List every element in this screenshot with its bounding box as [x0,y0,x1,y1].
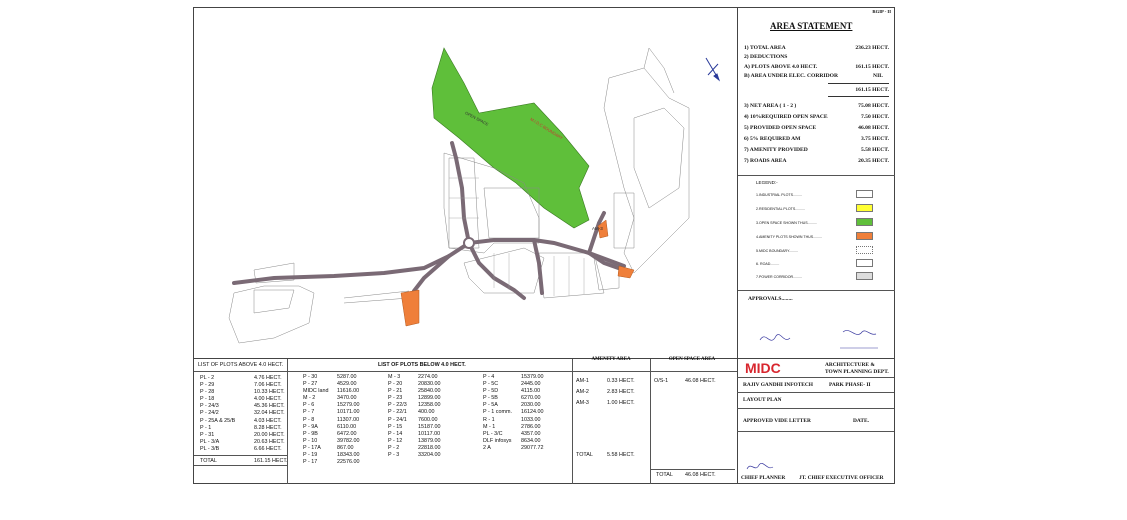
stat-value: 161.15 HECT. [855,87,889,93]
layout-map-drawing [194,8,737,358]
legend-label: 2.RESIDENTIAL PLOTS.......... [756,207,806,211]
total-rule [194,465,287,466]
open-space-region [432,48,589,228]
list-item: P - 5B 6270.00 [483,395,541,402]
stat-label: 3) NET AREA ( 1 - 2 ) [744,103,797,109]
drawing-sheet [193,7,895,484]
layout-map [194,8,737,358]
total-rule [194,455,287,456]
stat-label: 7) ROADS AREA [744,158,787,164]
open-space-title-text: OPEN SPACE AREA [668,357,716,362]
plots-above-title: LIST OF PLOTS ABOVE 4.0 HECT. [198,362,284,368]
plots-below-list-3 [483,374,568,452]
stat-row [744,64,889,70]
open-space-title [654,357,730,362]
plot-tables [194,358,737,484]
sheet-code: RGIP - II [872,9,891,14]
amenity-total-label: TOTAL [576,452,593,458]
stat-value: 236.23 HECT. [855,45,889,51]
list-item: R - 1 1033.00 [483,416,541,423]
list-item: AM-1 0.33 HECT. [576,378,635,384]
list-item: P - 30 5287.00 [303,374,357,380]
amenity-plot-am3 [401,290,419,326]
list-item: P - 8 11307.00 [303,416,360,423]
legend-swatch [856,272,873,280]
legend-item-road [756,262,856,266]
legend-label: 1.INDUSTRIAL PLOTS......... [756,193,802,197]
stat-row [744,73,889,79]
list-item: PL - 3/A 20.63 HECT. [200,438,285,445]
stat-value: 3.75 HECT. [860,136,889,142]
stat-row [744,158,889,164]
stat-value: 161.15 HECT. [855,64,889,70]
chief-planner-label: CHIEF PLANNER [741,475,786,481]
list-item: P - 9A 6110.00 [303,423,357,430]
list-item: P - 9B 6472.00 [303,430,357,437]
list-item: PL - 2 4.76 HECT. [200,375,282,381]
stat-label: 4) 10%REQUIRED OPEN SPACE [744,114,828,120]
list-item: P - 17 22576.00 [303,459,360,466]
list-item: P - 5D 4115.00 [483,388,541,395]
list-item: AM-3 1.00 HECT. [576,400,635,406]
col-divider [287,359,288,484]
title-block [737,358,894,484]
north-arrow [706,58,719,80]
stat-value: 7.50 HECT. [860,114,889,120]
open-space-total-label: TOTAL [656,472,673,478]
list-item: P - 6 15279.00 [303,402,360,409]
legend-item-industrial [756,193,856,197]
legend-label: 6. ROAD......... [756,262,780,266]
list-item: P - 29 7.06 HECT. [200,382,282,389]
stat-row [744,136,889,142]
divider [737,431,894,432]
legend-label: 4.AMENITY PLOTS SHOWN THUS......... [756,235,823,239]
stat-value: 20.35 HECT. [858,158,889,164]
legend-label: 3.OPEN SPACE SHOWN THUS......... [756,221,817,225]
date-label: DATE. [853,418,869,424]
list-item: P - 25A & 25/B 4.03 HECT. [200,417,282,424]
list-item: MIDC land 11616.00 [303,388,360,395]
open-space-label: OPEN SPACE [464,110,490,127]
list-item: P - 5C 2445.00 [483,381,541,388]
list-item: P - 5A 2030.00 [483,402,541,409]
legend-swatch [856,204,873,212]
divider [737,377,894,378]
legend-title: LEGEND:- [756,180,778,185]
approvals-label: APPROVALS........ [748,296,793,302]
list-item: P - 1 comm. 16124.00 [483,409,544,416]
list-item: P - 24/3 45.36 HECT. [200,403,285,410]
plots-above-total-value: 161.15 HECT. [254,458,288,464]
stat-label: A) PLOTS ABOVE 4.0 HECT. [744,64,818,70]
list-item: P - 31 20.00 HECT. [200,431,285,438]
list-item: P - 27 4529.00 [303,381,357,388]
legend-swatch [856,246,873,254]
list-item: P - 15 15187.00 [388,423,441,430]
legend-swatch [856,190,873,198]
list-item: P - 22/3 12358.00 [388,402,441,409]
open-space-plot: O/S-1 [654,378,669,384]
stat-label: B) AREA UNDER ELEC. CORRIDOR [744,73,839,79]
amenity-total-value: 5.58 HECT. [607,452,635,458]
plots-above-list [200,375,285,453]
subtotal-rule [828,83,889,84]
chief-planner-signature [745,459,775,474]
midc-logo: MIDC [745,360,781,376]
stat-label: 1) TOTAL AREA [744,45,786,51]
stat-row [744,45,889,51]
list-item: P - 3 33204.00 [388,452,441,459]
stat-row [744,103,889,109]
list-item: 2 A 29077.72 [483,444,544,451]
list-item: M - 2 3470.00 [303,395,357,402]
list-item: P - 14 10117.00 [388,430,441,437]
stat-label: 2) DEDUCTIONS [744,54,788,60]
divider [738,290,895,291]
amenity-area-title [576,357,646,362]
col-divider [572,359,573,484]
list-item: P - 24/2 32.04 HECT. [200,410,285,417]
signature-marks [758,326,888,358]
list-item: P - 19 18343.00 [303,452,360,459]
plots-below-title: LIST OF PLOTS BELOW 4.0 HECT. [378,362,466,368]
list-item: P - 28 10.33 HECT. [200,389,285,396]
list-item: P - 18 4.00 HECT. [200,396,282,403]
stat-value: NIL [873,73,883,79]
legend-label: 7.POWER CORRIDOR......... [756,275,803,279]
list-item: M - 3 2274.00 [388,374,438,380]
divider [738,175,895,176]
area-statement-title: AREA STATEMENT [770,21,853,31]
list-item: P - 17A 867.00 [303,444,354,451]
stat-value: 5.58 HECT. [860,147,889,153]
subtotal-rule [828,96,889,97]
list-item: PL - 3/B 6.66 HECT. [200,445,282,452]
stat-label: 6) 5% REQUIRED AM [744,136,801,142]
stat-value: 75.08 HECT. [858,103,889,109]
list-item: P - 7 10171.00 [303,409,360,416]
plots-below-list-1 [303,374,383,466]
total-rule [650,469,735,470]
list-item: M - 1 2786.00 [483,423,541,430]
approved-vide-label: APPROVED VIDE LETTER [743,418,811,424]
boundary-label: M.I.D.C BOUNDARY [529,116,564,141]
ceo-label: JT. CHIEF EXECUTIVE OFFICER [799,475,884,481]
legend-item-open-space [756,221,856,225]
amenity-label: AM-3 [592,226,603,231]
stat-value: 46.08 HECT. [858,125,889,131]
divider [737,392,894,393]
legend-item-residential [756,207,856,211]
list-item: AM-2 2.83 HECT. [576,389,635,395]
list-item: DLF infosys 8634.00 [483,437,541,444]
stat-row [744,114,889,120]
list-item: P - 22/1 400.00 [388,409,435,416]
legend-item-amenity [756,235,856,239]
plots-above-total-label: TOTAL [200,458,217,464]
list-item: P - 10 39782.00 [303,437,360,444]
stat-label: 5) PROVIDED OPEN SPACE [744,125,817,131]
list-item: P - 21 25840.00 [388,388,441,395]
col-divider [650,359,651,484]
legend-swatch [856,259,873,267]
layout-plan-label: LAYOUT PLAN [743,397,782,403]
legend-label: 5.MIDC BOUNDARY......... [756,249,799,253]
dept-line-1: ARCHITECTURE & [825,362,875,368]
stat-label: 7) AMENITY PROVIDED [744,147,808,153]
list-item: P - 2 22818.00 [388,444,441,451]
list-item: P - 4 15379.00 [483,374,544,380]
roundabout [464,238,474,248]
list-item: P - 1 8.28 HECT. [200,424,282,431]
plots-below-list-2 [388,374,468,459]
stat-row [744,147,889,153]
header-rule [194,371,737,372]
stat-row [744,54,889,60]
list-item: P - 20 20830.00 [388,381,441,388]
list-item: P - 12 13879.00 [388,437,441,444]
stat-row [744,125,889,131]
dept-line-2: TOWN PLANNING DEPT. [825,369,889,375]
amenity-area-title-text: AMENITY AREA [591,357,631,362]
legend-swatch [856,218,873,226]
amenity-list [576,376,648,409]
project-name-left: RAJIV GANDHI INFOTECH [743,382,813,388]
open-space-value: 46.08 HECT. [685,378,716,384]
list-item: PL - 3/C 4357.00 [483,430,541,437]
list-item: P - 23 12899.00 [388,395,441,402]
list-item: P - 24/1 7600.00 [388,416,438,423]
legend-swatch [856,232,873,240]
legend-item-power-corridor [756,275,856,279]
divider [737,408,894,409]
project-name-right: PARK PHASE- II [829,382,871,388]
open-space-total-value: 46.08 HECT. [685,472,716,478]
legend-item-boundary [756,249,856,253]
